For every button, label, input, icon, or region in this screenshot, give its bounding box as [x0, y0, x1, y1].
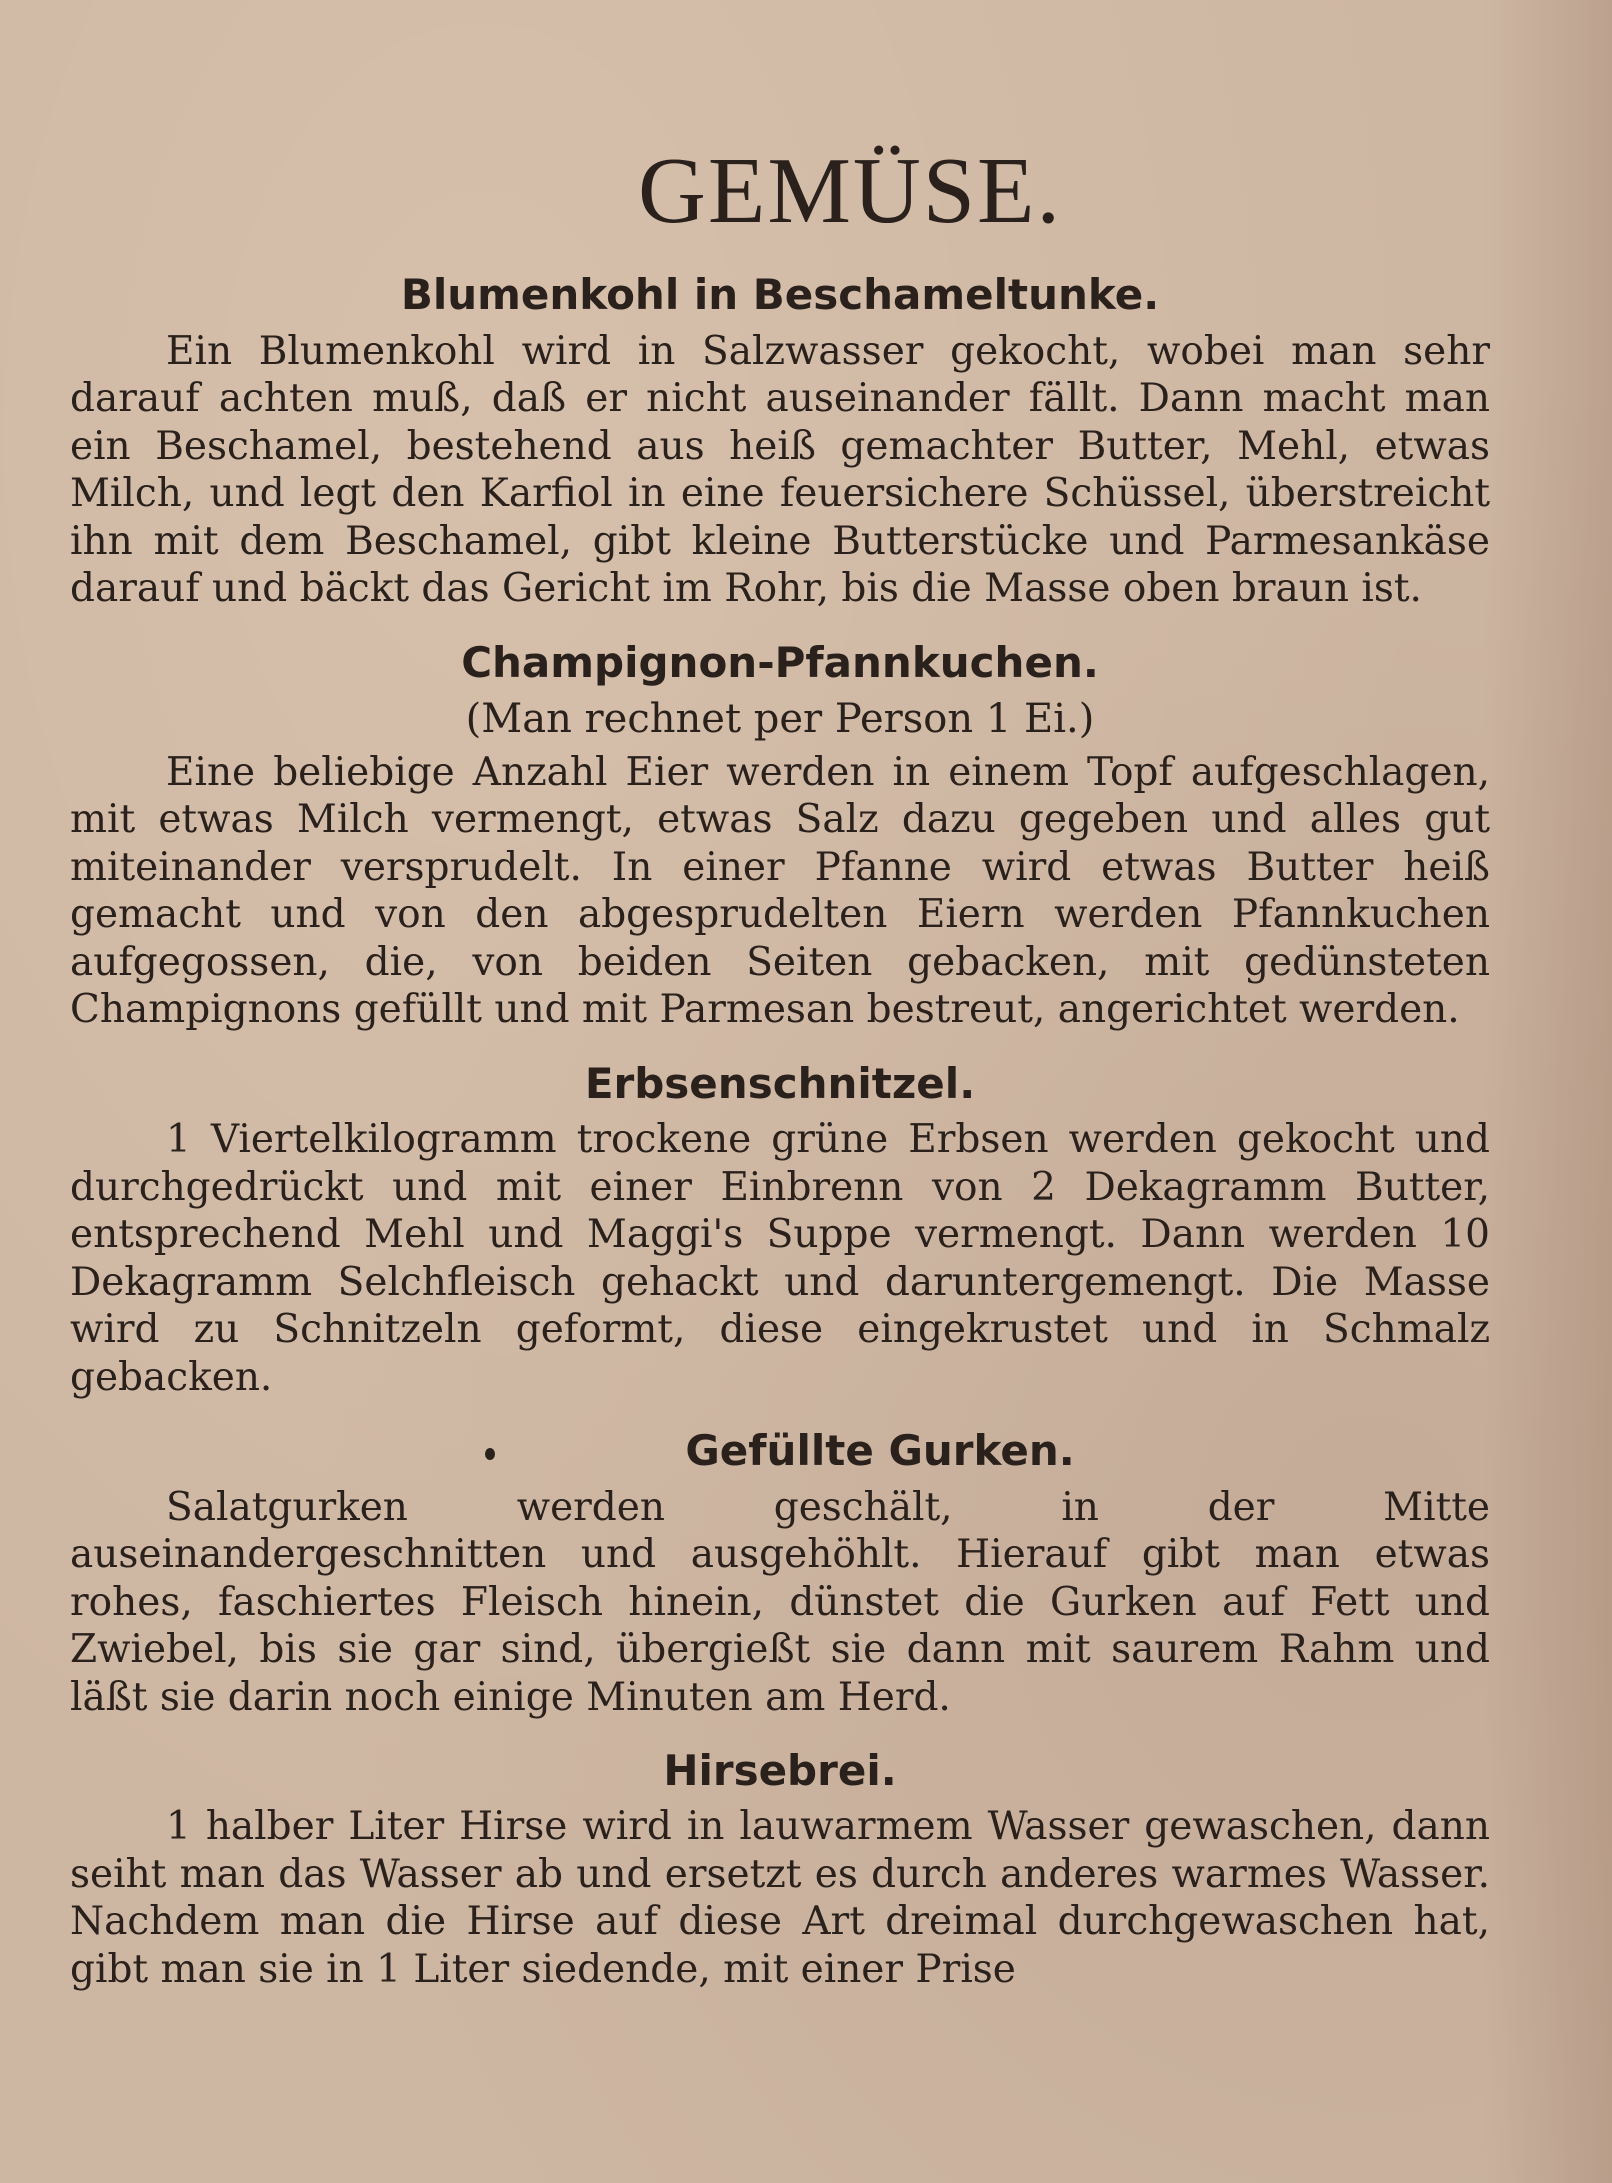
recipe-text: Salatgurken werden geschält, in der Mitte auseinandergeschnitten und ausgehöhlt. Hierauf gibt man etwas rohes, faschiertes Fleisch hinein, dünstet die Gurken auf Fett und Zwiebel, bis sie gar sind, übergießt sie dann mit saurem Rahm und läßt sie darin noch einige Minuten am Herd.	[70, 1484, 1490, 1720]
recipe-champignon-pfannkuchen	[70, 639, 1490, 1034]
page-title: GEMÜSE.	[638, 139, 1062, 243]
recipe-heading: Erbsenschnitzel.	[584, 1058, 976, 1108]
recipe-hirsebrei	[70, 1747, 1490, 1993]
recipe-text: 1 Viertelkilogramm trockene grüne Erbsen werden gekocht und durchgedrückt und mit einer Einbrenn von 2 Dekagramm Butter, entsprechend Mehl und Maggi's Suppe vermengt. Dann werden 10 Dekagramm Selchfleisch gehackt und daruntergemengt. Die Masse wird zu Schnitzeln geformt, diese eingekrustet und in Schmalz gebacken.	[70, 1117, 1490, 1400]
book-page	[70, 140, 1490, 2019]
recipe-erbsenschnitzel	[70, 1060, 1490, 1401]
recipe-text: Eine beliebige Anzahl Eier werden in einem Topf aufgeschlagen, mit etwas Milch vermengt, etwas Salz dazu gegeben und alles gut miteinander versprudelt. In einer Pfanne wird etwas Butter heiß gemacht und von den abgesprudelten Eiern werden Pfannkuchen aufgegossen, die, von beiden Seiten gebacken, mit gedünsteten Champignons gefüllt und mit Parmesan bestreut, angerichtet werden.	[70, 749, 1490, 1033]
recipe-heading: Gefüllte Gurken.	[685, 1426, 1075, 1476]
recipe-blumenkohl	[70, 271, 1490, 612]
recipe-heading: Hirsebrei.	[663, 1746, 897, 1796]
recipe-text: Ein Blumenkohl wird in Salzwasser gekocht, wobei man sehr darauf achten muß, daß er nicht auseinander fällt. Dann macht man ein Beschamel, bestehend aus heiß gemachter Butter, Mehl, etwas Milch, und legt den Karfiol in eine feuersichere Schüssel, überstreicht ihn mit dem Beschamel, gibt kleine Butterstücke und Parmesankäse darauf und bäckt das Gericht im Rohr, bis die Masse oben braun ist.	[70, 328, 1490, 612]
bullet-mark	[485, 1448, 495, 1460]
recipe-heading-row	[70, 1427, 1490, 1475]
recipe-text: 1 halber Liter Hirse wird in lauwarmem Wasser gewaschen, dann seiht man das Wasser ab und ersetzt es durch anderes warmes Wasser. Nachdem man die Hirse auf diese Art dreimal durchgewaschen hat, gibt man sie in 1 Liter siedende, mit einer Prise	[70, 1804, 1490, 1992]
recipe-note: (Man rechnet per Person 1 Ei.)	[465, 695, 1095, 742]
recipe-heading: Blumenkohl in Beschameltunke.	[400, 270, 1160, 320]
recipe-gefuellte-gurken	[70, 1427, 1490, 1721]
recipe-heading: Champignon-Pfannkuchen.	[461, 637, 1099, 687]
